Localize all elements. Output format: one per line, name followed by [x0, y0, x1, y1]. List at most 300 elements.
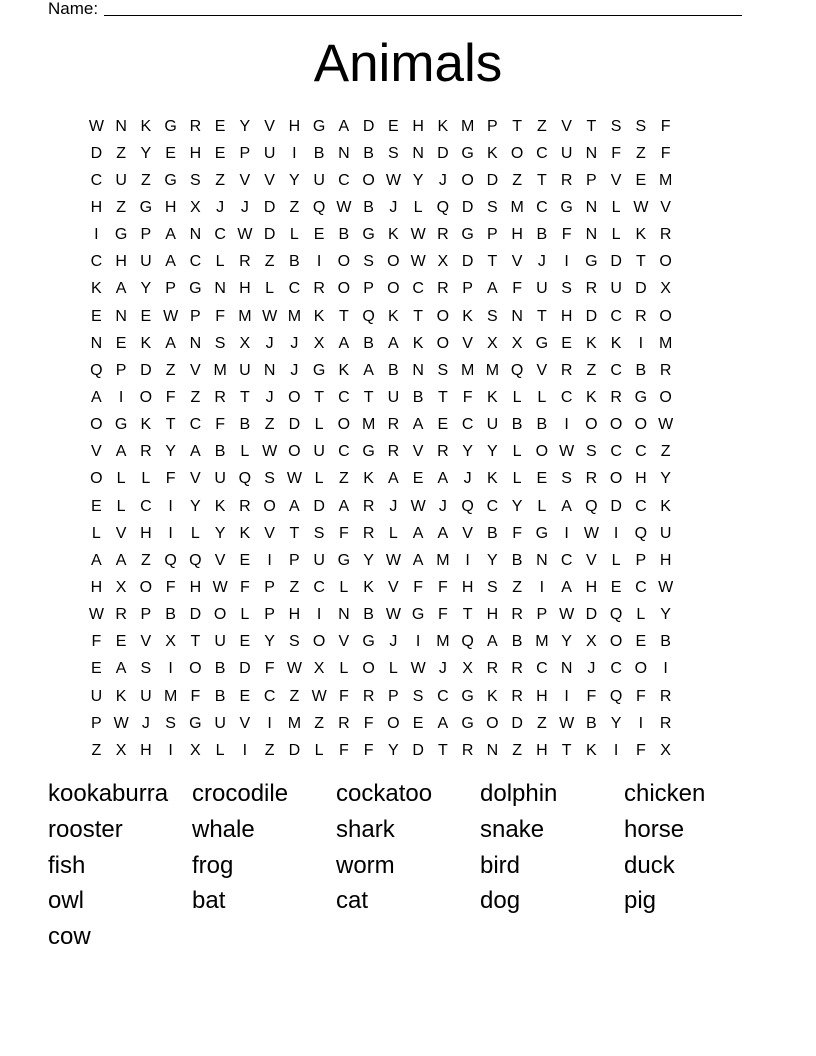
- grid-letter: V: [388, 578, 399, 596]
- grid-letter: X: [190, 198, 201, 216]
- name-field-row: [48, 0, 742, 19]
- grid-letter: Z: [264, 416, 275, 434]
- grid-letter: O: [585, 416, 598, 434]
- grid-letter: K: [487, 470, 498, 488]
- grid-letter: N: [115, 307, 127, 325]
- grid-letter: R: [437, 280, 449, 298]
- grid-letter: E: [165, 144, 176, 162]
- grid-letter: N: [189, 334, 202, 352]
- grid-letter: G: [164, 171, 177, 189]
- grid-letter: K: [363, 578, 374, 596]
- grid-letter: Y: [487, 443, 498, 461]
- grid-letter: Z: [289, 198, 300, 216]
- grid-letter: V: [239, 171, 251, 189]
- grid-letter: S: [635, 117, 647, 135]
- grid-letter: V: [239, 714, 251, 732]
- grid-letter: Y: [264, 633, 275, 651]
- grid-letter: G: [461, 144, 474, 162]
- grid-letter: K: [363, 470, 374, 488]
- grid-letter: Y: [214, 524, 226, 542]
- grid-letter: O: [609, 470, 623, 488]
- grid-letter: V: [264, 171, 275, 189]
- grid-letter: R: [511, 660, 523, 678]
- grid-letter: O: [189, 660, 202, 678]
- grid-letter: F: [91, 633, 102, 651]
- grid-letter: Y: [289, 171, 300, 189]
- grid-letter: T: [561, 741, 572, 759]
- grid-letter: E: [437, 416, 449, 434]
- grid-letter: H: [461, 578, 474, 596]
- grid-letter: Y: [140, 280, 152, 298]
- grid-letter: E: [115, 633, 127, 651]
- grid-letter: T: [437, 388, 448, 406]
- grid-letter: A: [412, 416, 424, 434]
- grid-letter: K: [610, 334, 622, 352]
- grid-letter: H: [412, 117, 424, 135]
- grid-letter: H: [585, 578, 598, 596]
- grid-letter: W: [385, 171, 401, 189]
- grid-letter: B: [536, 226, 548, 244]
- grid-letter: D: [635, 280, 647, 298]
- grid-letter: B: [511, 416, 523, 434]
- grid-letter: C: [338, 171, 350, 189]
- grid-letter: E: [91, 660, 102, 678]
- grid-letter: B: [511, 633, 523, 651]
- grid-letter: P: [487, 226, 498, 244]
- grid-letter: S: [165, 714, 176, 732]
- grid-letter: P: [264, 606, 275, 624]
- grid-letter: H: [140, 524, 152, 542]
- grid-letter: X: [239, 334, 251, 352]
- word-bank-item: cat: [336, 887, 369, 915]
- grid-letter: D: [288, 416, 301, 434]
- grid-letter: I: [94, 226, 99, 244]
- grid-letter: L: [413, 198, 423, 216]
- grid-letter: Y: [511, 497, 523, 515]
- grid-letter: O: [387, 253, 400, 271]
- grid-letter: F: [635, 687, 646, 705]
- grid-letter: B: [363, 334, 374, 352]
- grid-letter: W: [410, 226, 426, 244]
- grid-letter: R: [659, 226, 672, 244]
- grid-letter: U: [90, 687, 103, 705]
- grid-letter: J: [290, 361, 299, 379]
- grid-letter: T: [462, 606, 473, 624]
- grid-letter: Z: [512, 578, 523, 596]
- grid-letter: R: [585, 280, 598, 298]
- grid-letter: Z: [635, 144, 646, 162]
- grid-letter: Z: [586, 361, 597, 379]
- grid-letter: L: [611, 551, 621, 569]
- grid-letter: O: [659, 253, 672, 271]
- grid-letter: Z: [165, 361, 176, 379]
- grid-row: [84, 466, 678, 493]
- grid-letter: L: [314, 416, 324, 434]
- word-bank-item: whale: [192, 815, 255, 843]
- grid-letter: R: [437, 443, 449, 461]
- grid-letter: S: [289, 633, 300, 651]
- grid-letter: W: [286, 470, 302, 488]
- grid-letter: E: [536, 470, 548, 488]
- grid-letter: C: [90, 253, 103, 271]
- grid-letter: J: [216, 198, 225, 216]
- grid-letter: R: [585, 470, 598, 488]
- grid-letter: I: [267, 714, 272, 732]
- grid-row: [84, 737, 678, 764]
- grid-letter: L: [537, 497, 547, 515]
- word-bank-item: dog: [480, 887, 521, 915]
- grid-letter: U: [560, 144, 573, 162]
- grid-letter: Z: [190, 388, 201, 406]
- grid-letter: F: [611, 144, 622, 162]
- grid-letter: Q: [634, 524, 648, 542]
- grid-letter: I: [316, 253, 322, 271]
- grid-letter: G: [362, 633, 375, 651]
- grid-letter: M: [460, 117, 475, 135]
- grid-letter: X: [511, 334, 523, 352]
- grid-letter: O: [387, 714, 400, 732]
- word-bank-item: rooster: [48, 815, 123, 843]
- grid-letter: Y: [462, 443, 473, 461]
- grid-letter: M: [213, 361, 227, 379]
- grid-letter: G: [461, 714, 474, 732]
- grid-letter: D: [239, 660, 251, 678]
- grid-letter: G: [362, 226, 375, 244]
- grid-letter: K: [388, 226, 399, 244]
- grid-row: [84, 113, 678, 140]
- grid-letter: O: [337, 280, 351, 298]
- grid-letter: A: [561, 497, 572, 515]
- grid-letter: Y: [363, 551, 374, 569]
- grid-letter: D: [461, 253, 474, 271]
- grid-letter: H: [536, 741, 548, 759]
- grid-letter: A: [165, 334, 176, 352]
- grid-letter: D: [437, 144, 449, 162]
- grid-letter: F: [363, 741, 374, 759]
- grid-letter: O: [609, 633, 623, 651]
- grid-letter: L: [537, 388, 547, 406]
- grid-letter: P: [91, 714, 102, 732]
- grid-letter: R: [437, 226, 449, 244]
- grid-letter: U: [214, 714, 226, 732]
- grid-letter: O: [436, 334, 450, 352]
- grid-letter: X: [660, 280, 671, 298]
- grid-letter: I: [465, 551, 470, 569]
- grid-letter: L: [512, 470, 522, 488]
- grid-letter: U: [486, 416, 499, 434]
- grid-letter: O: [337, 416, 351, 434]
- grid-letter: K: [487, 144, 498, 162]
- grid-letter: Y: [487, 551, 498, 569]
- grid-letter: F: [239, 578, 250, 596]
- grid-letter: W: [410, 497, 426, 515]
- grid-letter: E: [91, 497, 102, 515]
- grid-letter: Y: [190, 497, 201, 515]
- grid-letter: C: [189, 416, 202, 434]
- grid-letter: A: [412, 524, 424, 542]
- grid-letter: V: [660, 198, 671, 216]
- grid-letter: N: [511, 307, 523, 325]
- grid-letter: M: [287, 714, 302, 732]
- grid-letter: W: [658, 416, 674, 434]
- grid-letter: Q: [609, 606, 623, 624]
- grid-letter: O: [213, 606, 227, 624]
- grid-letter: O: [263, 497, 276, 515]
- grid-letter: A: [91, 551, 102, 569]
- grid-row: [84, 303, 678, 330]
- grid-letter: V: [338, 633, 350, 651]
- grid-letter: F: [165, 470, 176, 488]
- grid-letter: C: [486, 497, 499, 515]
- grid-letter: A: [91, 388, 102, 406]
- grid-letter: V: [140, 633, 152, 651]
- grid-row: [84, 276, 678, 303]
- grid-letter: V: [190, 470, 201, 488]
- grid-letter: S: [140, 660, 152, 678]
- grid-letter: S: [437, 361, 449, 379]
- grid-letter: P: [363, 280, 374, 298]
- grid-letter: F: [190, 687, 201, 705]
- grid-letter: G: [114, 416, 128, 434]
- grid-letter: X: [115, 741, 127, 759]
- grid-letter: I: [564, 416, 569, 434]
- grid-letter: Y: [140, 144, 152, 162]
- grid-letter: O: [634, 660, 648, 678]
- grid-letter: T: [536, 171, 547, 189]
- grid-letter: N: [560, 660, 573, 678]
- grid-letter: A: [437, 470, 449, 488]
- grid-letter: E: [239, 633, 251, 651]
- grid-row: [84, 167, 678, 194]
- grid-letter: L: [512, 388, 522, 406]
- grid-letter: R: [239, 497, 251, 515]
- grid-letter: J: [438, 171, 447, 189]
- grid-letter: A: [289, 497, 300, 515]
- grid-letter: D: [288, 741, 301, 759]
- grid-letter: N: [338, 606, 350, 624]
- grid-letter: W: [88, 606, 104, 624]
- grid-letter: F: [215, 307, 226, 325]
- grid-letter: X: [437, 253, 449, 271]
- grid-letter: G: [585, 253, 598, 271]
- grid-letter: F: [462, 388, 473, 406]
- grid-letter: R: [189, 117, 202, 135]
- grid-row: [84, 384, 678, 411]
- grid-letter: Q: [436, 198, 450, 216]
- grid-letter: W: [88, 117, 104, 135]
- grid-letter: K: [660, 497, 671, 515]
- grid-letter: K: [487, 388, 498, 406]
- grid-letter: O: [288, 443, 301, 461]
- grid-letter: T: [487, 253, 498, 271]
- grid-letter: S: [610, 117, 622, 135]
- grid-letter: D: [263, 226, 276, 244]
- grid-letter: Y: [660, 606, 671, 624]
- grid-letter: R: [362, 497, 375, 515]
- grid-letter: H: [288, 117, 301, 135]
- grid-letter: E: [412, 714, 424, 732]
- grid-letter: O: [659, 307, 672, 325]
- grid-letter: T: [437, 741, 448, 759]
- grid-letter: E: [388, 117, 399, 135]
- name-label: Name:: [48, 0, 99, 18]
- grid-letter: B: [660, 633, 671, 651]
- grid-letter: N: [189, 226, 202, 244]
- grid-letter: Z: [289, 578, 300, 596]
- grid-letter: E: [635, 171, 647, 189]
- grid-letter: R: [635, 307, 647, 325]
- grid-letter: F: [512, 524, 523, 542]
- grid-letter: S: [388, 144, 399, 162]
- grid-letter: N: [585, 226, 598, 244]
- grid-letter: I: [663, 660, 668, 678]
- grid-letter: Y: [660, 470, 671, 488]
- word-bank-item: shark: [336, 815, 395, 843]
- grid-letter: B: [487, 524, 498, 542]
- grid-letter: Z: [91, 741, 102, 759]
- grid-letter: P: [289, 551, 300, 569]
- grid-letter: R: [461, 741, 474, 759]
- grid-letter: J: [438, 497, 447, 515]
- grid-letter: W: [633, 198, 649, 216]
- grid-letter: F: [561, 226, 572, 244]
- grid-letter: Z: [512, 741, 523, 759]
- grid-letter: M: [535, 633, 549, 651]
- grid-letter: B: [214, 443, 226, 461]
- grid-letter: J: [463, 470, 472, 488]
- grid-letter: F: [660, 117, 671, 135]
- grid-letter: E: [115, 334, 127, 352]
- grid-letter: B: [239, 416, 251, 434]
- grid-letter: V: [561, 117, 572, 135]
- word-bank-item: dolphin: [480, 780, 558, 807]
- grid-letter: N: [90, 334, 103, 352]
- grid-letter: F: [413, 578, 424, 596]
- grid-letter: O: [461, 171, 474, 189]
- grid-letter: X: [660, 741, 671, 759]
- grid-letter: C: [189, 253, 202, 271]
- grid-letter: L: [289, 226, 299, 244]
- grid-letter: C: [313, 578, 325, 596]
- grid-letter: K: [635, 226, 647, 244]
- grid-letter: L: [116, 497, 126, 515]
- grid-letter: L: [636, 606, 646, 624]
- grid-letter: H: [560, 307, 573, 325]
- word-bank-item: horse: [624, 815, 685, 843]
- grid-letter: O: [659, 388, 672, 406]
- grid-letter: A: [165, 253, 176, 271]
- grid-letter: Z: [660, 443, 671, 461]
- grid-letter: A: [190, 443, 201, 461]
- grid-letter: R: [140, 443, 152, 461]
- grid-letter: R: [338, 714, 350, 732]
- grid-letter: L: [215, 741, 225, 759]
- grid-letter: V: [462, 334, 473, 352]
- grid-row: [84, 412, 678, 439]
- grid-letter: S: [561, 280, 572, 298]
- grid-letter: A: [487, 280, 498, 298]
- grid-letter: E: [412, 470, 424, 488]
- grid-letter: S: [313, 524, 325, 542]
- grid-letter: I: [564, 524, 569, 542]
- grid-letter: G: [189, 714, 202, 732]
- grid-letter: C: [536, 198, 548, 216]
- grid-letter: S: [487, 307, 498, 325]
- grid-letter: T: [338, 307, 349, 325]
- grid-letter: L: [240, 606, 250, 624]
- grid-letter: D: [610, 253, 622, 271]
- grid-letter: B: [388, 361, 399, 379]
- grid-letter: A: [338, 334, 350, 352]
- grid-letter: K: [313, 307, 325, 325]
- grid-letter: V: [190, 361, 201, 379]
- grid-letter: G: [560, 198, 573, 216]
- grid-letter: S: [487, 578, 498, 596]
- grid-row: [84, 683, 678, 710]
- grid-letter: U: [659, 524, 672, 542]
- grid-letter: P: [487, 117, 498, 135]
- grid-letter: P: [190, 307, 201, 325]
- grid-letter: W: [559, 714, 575, 732]
- grid-letter: B: [412, 388, 424, 406]
- grid-letter: Q: [609, 687, 623, 705]
- grid-letter: V: [214, 551, 226, 569]
- page-title: Animals: [313, 34, 503, 93]
- grid-letter: L: [388, 524, 398, 542]
- word-bank-item: worm: [336, 851, 395, 879]
- grid-letter: I: [168, 741, 173, 759]
- grid-letter: Z: [116, 144, 127, 162]
- grid-letter: W: [113, 714, 129, 732]
- grid-letter: K: [91, 280, 102, 298]
- grid-letter: V: [511, 253, 523, 271]
- grid-letter: M: [658, 334, 673, 352]
- grid-letter: W: [262, 443, 278, 461]
- grid-letter: M: [361, 416, 376, 434]
- grid-letter: W: [237, 226, 253, 244]
- grid-letter: H: [635, 470, 647, 488]
- grid-letter: R: [659, 687, 672, 705]
- grid-letter: K: [586, 388, 597, 406]
- grid-letter: J: [240, 198, 249, 216]
- word-bank-item: kookaburra: [48, 780, 169, 807]
- grid-letter: N: [412, 361, 424, 379]
- grid-row: [84, 493, 678, 520]
- grid-letter: E: [214, 117, 226, 135]
- grid-letter: L: [339, 660, 349, 678]
- grid-letter: F: [437, 578, 448, 596]
- grid-letter: N: [585, 198, 598, 216]
- grid-letter: A: [388, 470, 399, 488]
- grid-letter: K: [115, 687, 127, 705]
- grid-letter: T: [512, 117, 523, 135]
- grid-letter: Z: [536, 714, 547, 732]
- grid-letter: U: [387, 388, 400, 406]
- grid-letter: R: [659, 714, 672, 732]
- grid-letter: C: [214, 226, 226, 244]
- grid-letter: X: [115, 578, 127, 596]
- grid-letter: Q: [164, 551, 177, 569]
- grid-letter: H: [164, 198, 177, 216]
- grid-letter: M: [287, 307, 302, 325]
- grid-letter: X: [165, 633, 176, 651]
- grid-letter: P: [140, 226, 152, 244]
- grid-letter: C: [536, 144, 548, 162]
- grid-letter: G: [312, 117, 326, 135]
- grid-letter: J: [587, 660, 596, 678]
- grid-letter: S: [190, 171, 201, 189]
- grid-letter: Z: [116, 198, 127, 216]
